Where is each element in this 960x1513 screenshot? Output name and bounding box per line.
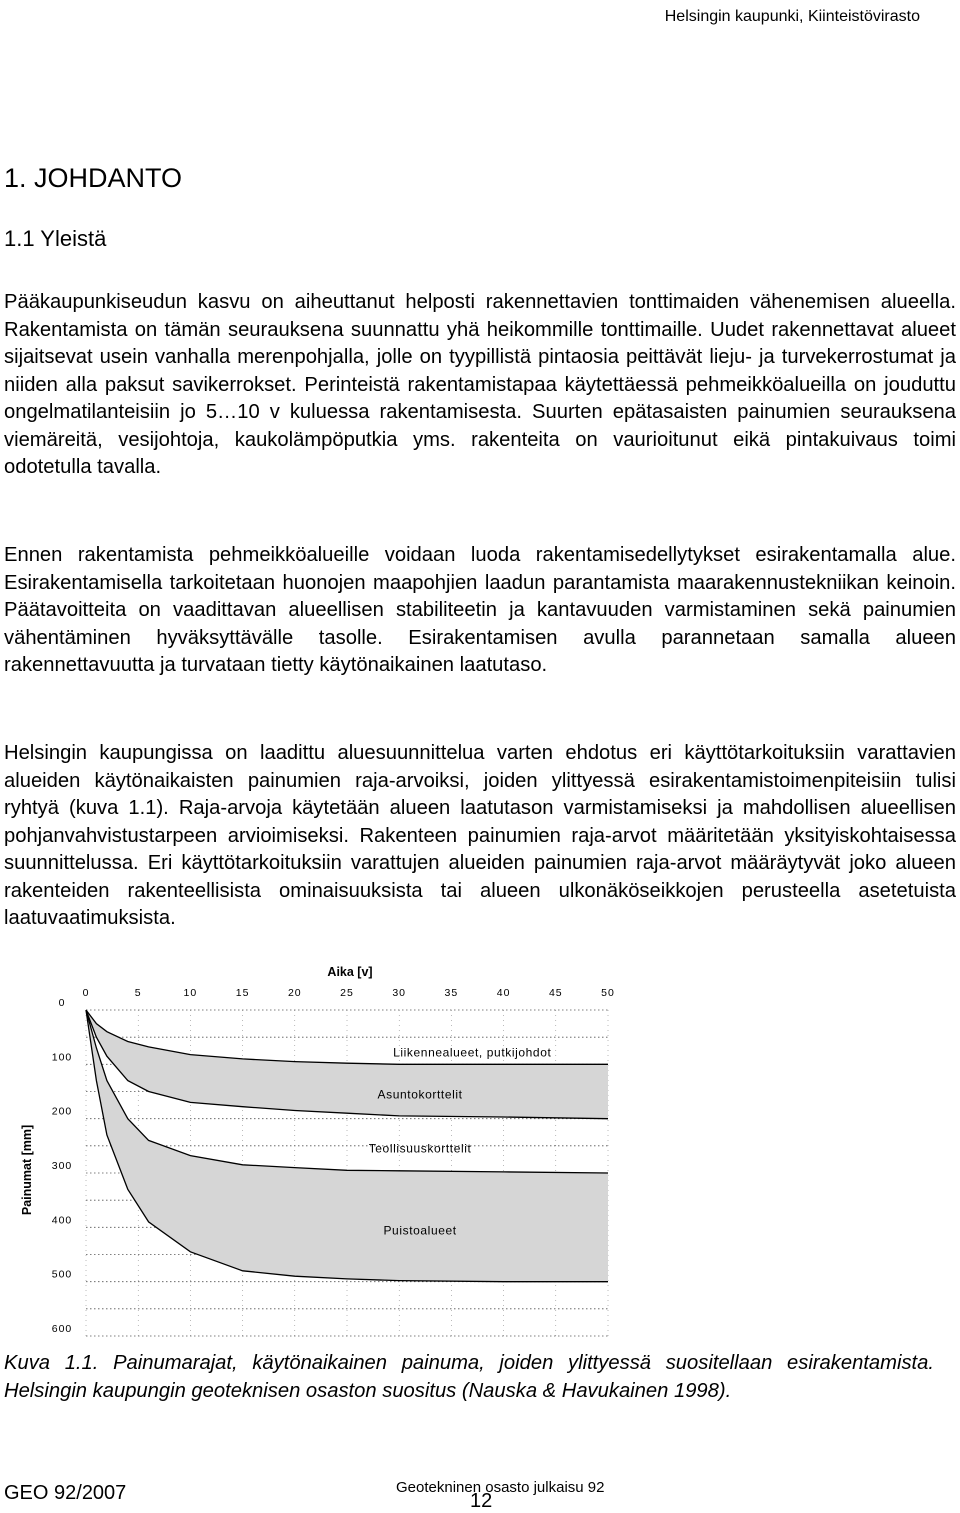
series-label: Puistoalueet	[383, 1223, 457, 1238]
page-header: Helsingin kaupunki, Kiinteistövirasto	[664, 8, 920, 25]
x-tick-label: 35	[444, 987, 459, 999]
settlement-limits-chart	[0, 955, 640, 1345]
series-label: Teollisuuskorttelit	[368, 1141, 472, 1156]
y-tick-label: 500	[51, 1268, 73, 1281]
x-tick-label: 40	[496, 987, 511, 999]
x-tick-label: 15	[235, 987, 250, 999]
x-tick-label: 0	[82, 987, 90, 999]
x-tick-label: 30	[392, 987, 407, 999]
x-tick-label: 25	[340, 987, 354, 999]
x-tick-labels	[83, 987, 615, 999]
series-label: Asuntokorttelit	[377, 1087, 463, 1102]
x-tick-label: 5	[134, 987, 142, 999]
y-tick-labels	[52, 997, 73, 1335]
subsection-heading: 1.1 Yleistä	[4, 226, 107, 251]
y-tick-label: 0	[58, 997, 66, 1009]
y-tick-label: 100	[51, 1051, 73, 1064]
publication-series: Geotekninen osasto julkaisu 92	[396, 1479, 605, 1496]
document-id: GEO 92/2007	[4, 1482, 127, 1504]
section-heading: 1. JOHDANTO	[4, 163, 183, 193]
paragraph-1: Pääkaupunkiseudun kasvu on aiheuttanut helposti rakennettavien tonttimaiden vähenemisen alueella. Rakentamista on tämän seurauksena suunnattu yhä heikommille tonttimaille. Uudet rakennettavat alueet sijaitsevat usein vanhalla merenpohjalla, jolle on tyypillistä pintaosia peittävät lieju- ja turvekerrostumat ja niiden alla paksut savikerrokset. Perinteistä rakentamistapaa käytettäessä pehmeikköalueilla on jouduttu ongelmatilanteisiin jo 5…10 v kuluessa rakentamisesta. Suurten epätasaisten painumien seurauksena viemäreitä, vesijohtoja, kaukolämpöputkia yms. rakenteita on vaurioitunut eikä pintakuivaus toimi odotetulla tavalla.	[4, 291, 956, 478]
figure-caption: Kuva 1.1. Painumarajat, käytönaikainen painuma, joiden ylittyessä suositellaan esirakentamista. Helsingin kaupungin geoteknisen osaston suositus (Nauska & Havukainen 1998).	[4, 1352, 934, 1402]
paragraph-2: Ennen rakentamista pehmeikköalueille voidaan luoda rakentamisedellytykset esirakentamalla alue. Esirakentamisella tarkoitetaan huonojen maapohjien laadun parantamista maarakennustekniikan keinoin. Päätavoitteita on vaadittavan alueellisen stabiliteetin ja kantavuuden varmistaminen sekä painumien vähentäminen hyväksyttävälle tasolle. Esirakentamisen avulla parannetaan samalla alueen rakennettavuutta ja turvataan tietty käytönaikainen laatutaso.	[4, 544, 956, 676]
x-axis-title: Aika [v]	[327, 965, 373, 979]
x-tick-label: 50	[601, 987, 615, 999]
x-tick-label: 45	[548, 987, 563, 999]
x-tick-label: 10	[183, 987, 198, 999]
y-axis-title: Painumat [mm]	[20, 1124, 34, 1216]
y-tick-label: 400	[51, 1214, 73, 1227]
y-tick-label: 600	[51, 1323, 73, 1335]
paragraph-3: Helsingin kaupungissa on laadittu aluesuunnittelua varten ehdotus eri käyttötarkoituksiin varattavien alueiden käytönaikaisten painumien raja-arvoiksi, joiden ylittyessä esirakentamistoimenpiteisiin tulisi ryhtyä (kuva 1.1). Raja-arvoja käytetään alueen laatutason varmistamiseksi ja mahdollisen alueellisen pohjanvahvistustarpeen arvioimiseksi. Rakenteen painumien raja-arvot määritetään yksityiskohtaisessa suunnittelussa. Eri käyttötarkoituksiin varattujen alueiden painumien raja-arvot määräytyvät joko alueen rakenteiden rakenteellisista ominaisuuksista tai alueen ulkonäköseikkojen perusteella asetetuista laatuvaatimuksista.	[4, 742, 956, 929]
series-label: Liikennealueet, putkijohdot	[393, 1045, 552, 1060]
x-tick-label: 20	[287, 987, 302, 999]
y-tick-label: 300	[51, 1160, 73, 1172]
y-tick-label: 200	[51, 1105, 73, 1118]
page-number: 12	[470, 1490, 493, 1512]
